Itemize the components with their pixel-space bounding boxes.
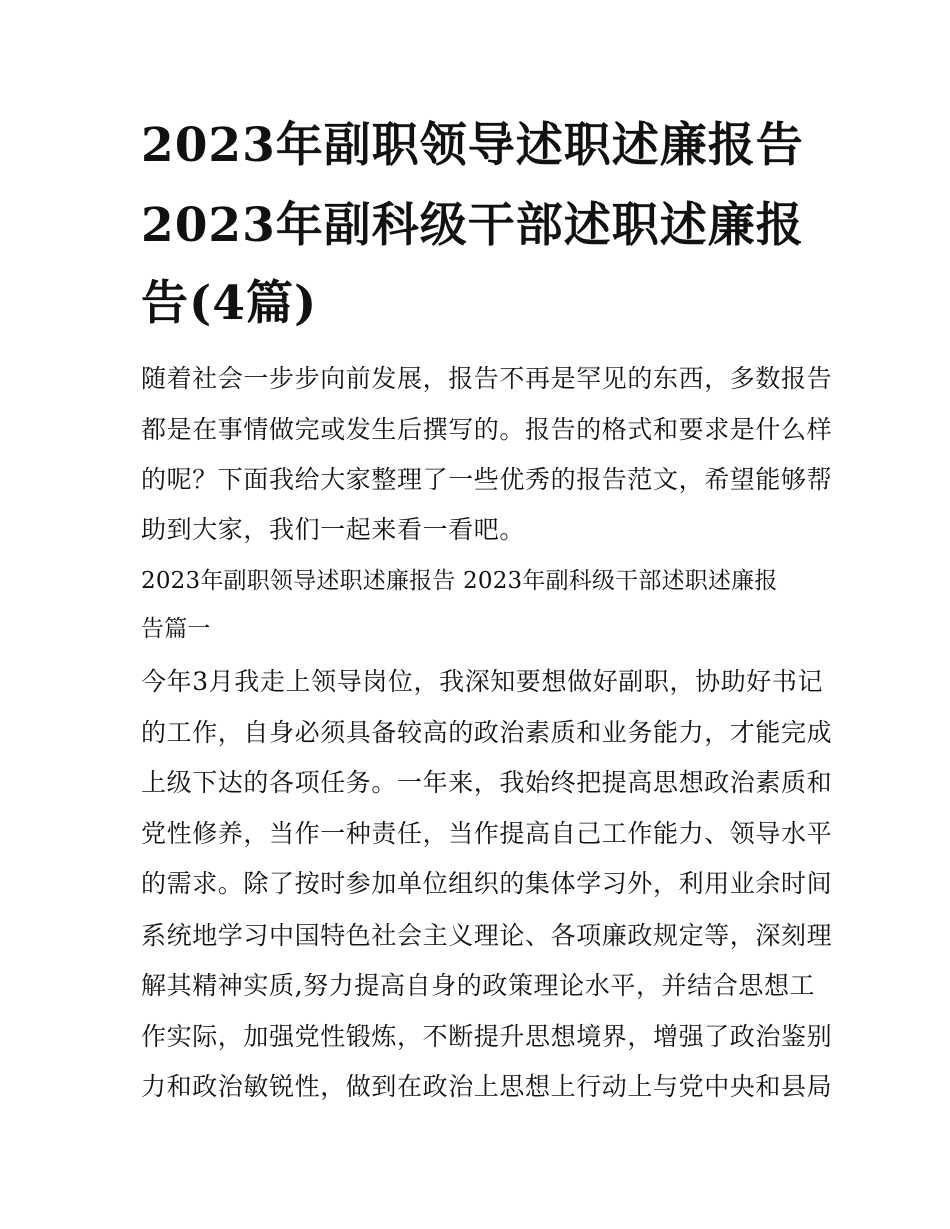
intro-line: 助到大家，我们一起来看一看吧。: [141, 515, 526, 544]
intro-line: 随着社会一步步向前发展，报告不再是罕见的东西，多数报告: [141, 364, 833, 393]
body-line: 的需求。除了按时参加单位组织的集体学习外，利用业余时间: [141, 869, 833, 898]
document-title-line-1: 2023年副职领导述职述廉报告: [141, 118, 804, 173]
body-line: 今年3月我走上领导岗位，我深知要想做好副职，协助好书记: [141, 667, 824, 696]
body-line: 的工作，自身必须具备较高的政治素质和业务能力，才能完成: [141, 718, 833, 747]
section-heading-line: 2023年副职领导述职述廉报告 2023年副科级干部述职述廉报: [141, 568, 778, 594]
intro-line: 都是在事情做完或发生后撰写的。报告的格式和要求是什么样: [141, 415, 833, 444]
document-title-line-2: 2023年副科级干部述职述廉报: [141, 198, 804, 253]
intro-line: 的呢？下面我给大家整理了一些优秀的报告范文，希望能够帮: [141, 465, 833, 494]
body-line: 作实际，加强党性锻炼，不断提升思想境界，增强了政治鉴别: [141, 1022, 833, 1051]
document-title-line-3: 告(4篇): [141, 276, 318, 331]
body-line: 党性修养，当作一种责任，当作提高自己工作能力、领导水平: [141, 819, 833, 848]
body-line: 力和政治敏锐性，做到在政治上思想上行动上与党中央和县局: [141, 1072, 833, 1101]
body-line: 解其精神实质,努力提高自身的政策理论水平，并结合思想工: [141, 971, 816, 1000]
body-line: 系统地学习中国特色社会主义理论、各项廉政规定等，深刻理: [141, 921, 833, 950]
body-line: 上级下达的各项任务。一年来，我始终把提高思想政治素质和: [141, 768, 833, 797]
section-heading-line: 告篇一: [141, 616, 211, 642]
